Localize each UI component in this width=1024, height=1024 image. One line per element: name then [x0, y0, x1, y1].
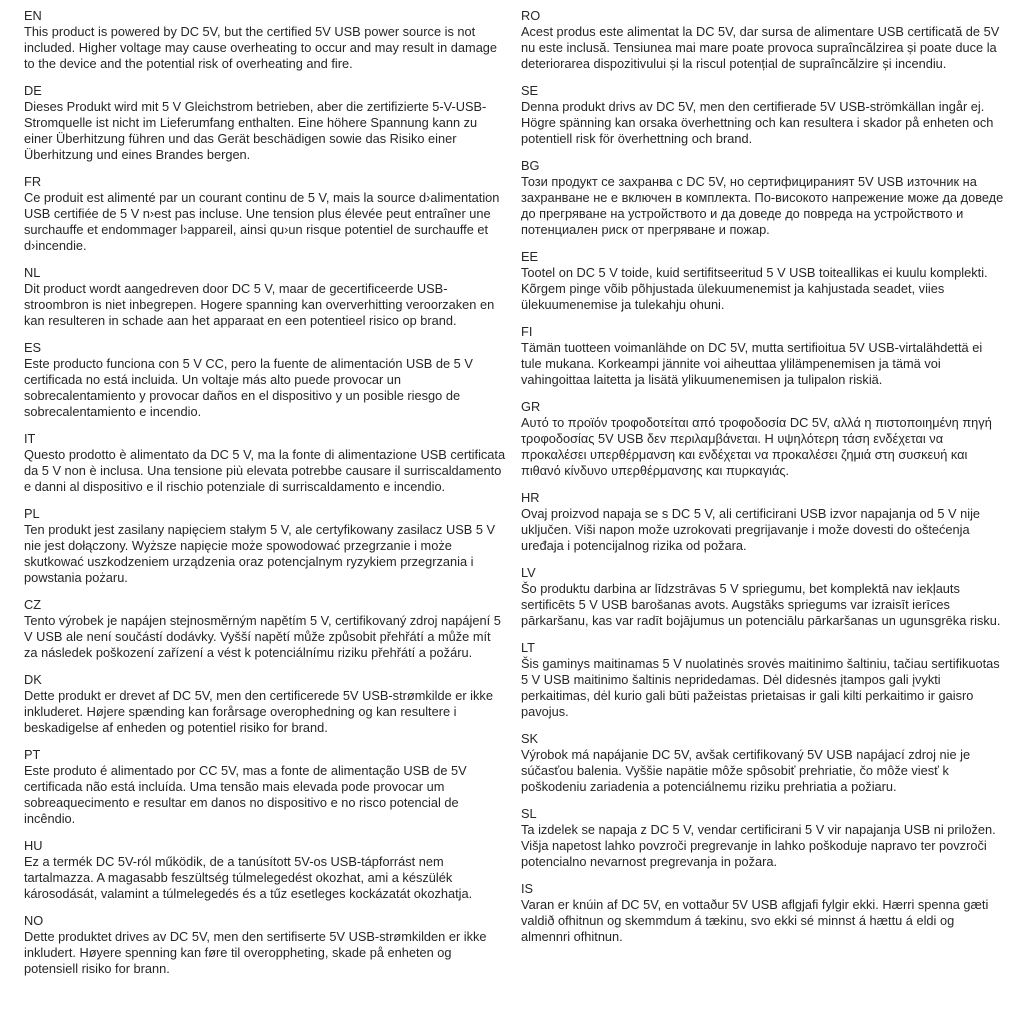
- language-code: BG: [521, 158, 540, 173]
- warning-text: Šis gaminys maitinamas 5 V nuolatinės srovės maitinimo šaltiniu, tačiau sertifikuotas 5 V USB maitinimo šaltinis nepridedamas. Dėl didesnės įtampos gali įvykti perkaitimas, dėl kurio gali būti pažeistas prietaisas ir gali kilti perkaitimo ir gaisro pavojus.: [521, 656, 1000, 719]
- language-code: ES: [24, 340, 42, 355]
- language-block-pt: [24, 747, 507, 827]
- language-code: NL: [24, 265, 41, 280]
- language-block-es: [24, 340, 507, 420]
- warning-text: Αυτό το προϊόν τροφοδοτείται από τροφοδοσία DC 5V, αλλά η πιστοποιημένη πηγή τροφοδοσίας 5V USB δεν περιλαμβάνεται. Η υψηλότερη τάση ενδέχεται να προκαλέσει υπερθέρμανση και ενδέχεται να προκαλέσει ζημιά στη συσκευή και πιθανό κίνδυνο υπερθέρμανσης και πυρκαγιάς.: [521, 415, 992, 478]
- language-block-ro: [521, 8, 1004, 72]
- warning-text: Dieses Produkt wird mit 5 V Gleichstrom betrieben, aber die zertifizierte 5-V-USB-Stromquelle ist nicht im Lieferumfang enthalten. Eine höhere Spannung kann zu einer Überhitzung führen und das Gerät beschädigen sowie das Risiko einer Überhitzung und eines Brandes bergen.: [24, 99, 487, 162]
- warning-text: Tootel on DC 5 V toide, kuid sertifitseeritud 5 V USB toiteallikas ei kuulu komplekti. Kõrgem pinge võib põhjustada ülekuumenemist ja kahjustada seadet, viies ülekuumenemise ja tulekahju ohuni.: [521, 265, 988, 312]
- language-block-bg: [521, 158, 1004, 238]
- warning-text: Ten produkt jest zasilany napięciem stałym 5 V, ale certyfikowany zasilacz USB 5 V nie jest dołączony. Wyższe napięcie może spowodować przegrzanie i może skutkować uszkodzeniem urządzenia oraz potencjalnym ryzykiem przegrzania i powstania pożaru.: [24, 522, 496, 585]
- language-code: CZ: [24, 597, 42, 612]
- warning-text: Tämän tuotteen voimanlähde on DC 5V, mutta sertifioitua 5V USB-virtalähdettä ei tule mukana. Korkeampi jännite voi aiheuttaa ylilämpenemisen ja tämä voi vahingoittaa laitetta ja lisätä ylikuumenemisen ja tulipalon riskiä.: [521, 340, 983, 387]
- language-block-no: [24, 913, 507, 977]
- language-code: IS: [521, 881, 534, 896]
- warning-text: Acest produs este alimentat la DC 5V, dar sursa de alimentare USB certificată de 5V nu este inclusă. Tensiunea mai mare poate provoca supraîncălzirea și poate duce la deteriorarea dispozitivului și la riscul potențial de supraîncălzire și incendiu.: [521, 24, 1000, 71]
- language-code: PT: [24, 747, 41, 762]
- warning-text: Ovaj proizvod napaja se s DC 5 V, ali certificirani USB izvor napajanja od 5 V nije uključen. Viši napon može uzrokovati pregrijavanje i može dovesti do oštećenja uređaja i potencijalnog rizika od požara.: [521, 506, 981, 553]
- language-code: HR: [521, 490, 540, 505]
- warning-text: Dette produktet drives av DC 5V, men den sertifiserte 5V USB-strømkilden er ikke inkludert. Høyere spenning kan føre til overoppheting, skade på enheten og potensiell risiko for brann.: [24, 929, 487, 976]
- language-code: EN: [24, 8, 42, 23]
- column-left: [24, 8, 507, 988]
- language-code: DK: [24, 672, 42, 687]
- language-code: PL: [24, 506, 40, 521]
- language-code: NO: [24, 913, 44, 928]
- language-code: FI: [521, 324, 533, 339]
- language-block-nl: [24, 265, 507, 329]
- warning-text: Denna produkt drivs av DC 5V, men den certifierade 5V USB-strömkällan ingår ej. Högre spänning kan orsaka överhettning och kan resultera i skador på enheten och potentiell risk för överhettning och brand.: [521, 99, 994, 146]
- language-block-en: [24, 8, 507, 72]
- warning-text: Ta izdelek se napaja z DC 5 V, vendar certificirani 5 V vir napajanja USB ni priložen. Višja napetost lahko povzroči pregrevanje in lahko poškoduje napravo ter povzroči potencialno nevarnost pregrevanja in požara.: [521, 822, 996, 869]
- language-code: FR: [24, 174, 42, 189]
- language-block-hu: [24, 838, 507, 902]
- warning-text: Tento výrobek je napájen stejnosměrným napětím 5 V, certifikovaný zdroj napájení 5 V USB ale není součástí dodávky. Vyšší napětí může způsobit přehřátí a může mít za následek poškození zařízení a vést k potenciálnímu riziku přehřátí a požáru.: [24, 613, 501, 660]
- language-block-de: [24, 83, 507, 163]
- warning-text: This product is powered by DC 5V, but the certified 5V USB power source is not included. Higher voltage may cause overheating to occur and may result in damage to the device and the potential risk of overheating and fire.: [24, 24, 498, 71]
- language-block-pl: [24, 506, 507, 586]
- warning-text: Výrobok má napájanie DC 5V, avšak certifikovaný 5V USB napájací zdroj nie je súčasťou balenia. Vyššie napätie môže spôsobiť prehriatie, čo môže viesť k poškodeniu zariadenia a potenciálnemu riziku prehriatia a požiaru.: [521, 747, 971, 794]
- language-block-dk: [24, 672, 507, 736]
- language-block-fr: [24, 174, 507, 254]
- language-block-it: [24, 431, 507, 495]
- language-block-lt: [521, 640, 1004, 720]
- language-code: SE: [521, 83, 539, 98]
- warning-text: Dit product wordt aangedreven door DC 5 V, maar de gecertificeerde USB-stroombron is niet inbegrepen. Hogere spanning kan oververhitting veroorzaken en kan resulteren in schade aan het apparaat en een potentieel risico op brand.: [24, 281, 495, 328]
- warning-text: Šo produktu darbina ar līdzstrāvas 5 V spriegumu, bet komplektā nav iekļauts sertificēts 5 V USB barošanas avots. Augstāks spriegums var izraisīt ierīces pārkaršanu, kas var radīt bojājumus un potenciālu pārkaršanas un ugunsgrēka risku.: [521, 581, 1001, 628]
- language-block-gr: [521, 399, 1004, 479]
- language-block-fi: [521, 324, 1004, 388]
- language-code: RO: [521, 8, 541, 23]
- language-block-sl: [521, 806, 1004, 870]
- language-block-sk: [521, 731, 1004, 795]
- language-code: HU: [24, 838, 43, 853]
- warning-text: Този продукт се захранва с DC 5V, но сертифицираният 5V USB източник на захранване не е включен в комплекта. По-високото напрежение може да доведе до прегряване на устройството и да доведе до повреда на устройството и потенциален риск от прегряване и пожар.: [521, 174, 1004, 237]
- warning-text: Este producto funciona con 5 V CC, pero la fuente de alimentación USB de 5 V certificada no está incluida. Un voltaje más alto puede provocar un sobrecalentamiento y provocar daños en el dispositivo y un posible riesgo de sobrecalentamiento e incendio.: [24, 356, 473, 419]
- language-block-cz: [24, 597, 507, 661]
- language-block-ee: [521, 249, 1004, 313]
- column-right: [521, 8, 1004, 988]
- warning-text: Dette produkt er drevet af DC 5V, men den certificerede 5V USB-strømkilde er ikke inkluderet. Højere spænding kan forårsage overophedning og kan resultere i beskadigelse af enheden og potentiel risiko for brand.: [24, 688, 493, 735]
- language-code: SL: [521, 806, 537, 821]
- warning-text: Varan er knúin af DC 5V, en vottaður 5V USB aflgjafi fylgir ekki. Hærri spenna gæti valdið ofhitnun og skemmdum á tækinu, svo ekki sé minnst á hættu á eldi og almennri ofhitnun.: [521, 897, 989, 944]
- warning-text: Ez a termék DC 5V-ról működik, de a tanúsított 5V-os USB-tápforrást nem tartalmazza. A magasabb feszültség túlmelegedést okozhat, ami a készülék károsodását, valamint a túlmelegedés és a tűz esetleges kockázatát okozhatja.: [24, 854, 473, 901]
- language-code: SK: [521, 731, 539, 746]
- warning-text: Ce produit est alimenté par un courant continu de 5 V, mais la source d›alimentation USB certifiée de 5 V n›est pas incluse. Une tension plus élevée peut entraîner une surchauffe et endommager l›appareil, ainsi qu›un risque potentiel de surchauffe et d›incendie.: [24, 190, 500, 253]
- language-code: LV: [521, 565, 536, 580]
- language-code: DE: [24, 83, 42, 98]
- language-code: LT: [521, 640, 535, 655]
- language-block-se: [521, 83, 1004, 147]
- language-code: EE: [521, 249, 539, 264]
- warning-text: Questo prodotto è alimentato da DC 5 V, ma la fonte di alimentazione USB certificata da 5 V non è inclusa. Una tensione più elevata potrebbe causare il surriscaldamento e danni al dispositivo e il rischio potenziale di surriscaldamento e incendio.: [24, 447, 506, 494]
- language-block-lv: [521, 565, 1004, 629]
- language-code: IT: [24, 431, 36, 446]
- language-code: GR: [521, 399, 541, 414]
- language-block-hr: [521, 490, 1004, 554]
- warning-text: Este produto é alimentado por CC 5V, mas a fonte de alimentação USB de 5V certificada não está incluída. Uma tensão mais elevada pode provocar um sobreaquecimento e resultar em danos no dispositivo e no risco potencial de incêndio.: [24, 763, 467, 826]
- language-block-is: [521, 881, 1004, 945]
